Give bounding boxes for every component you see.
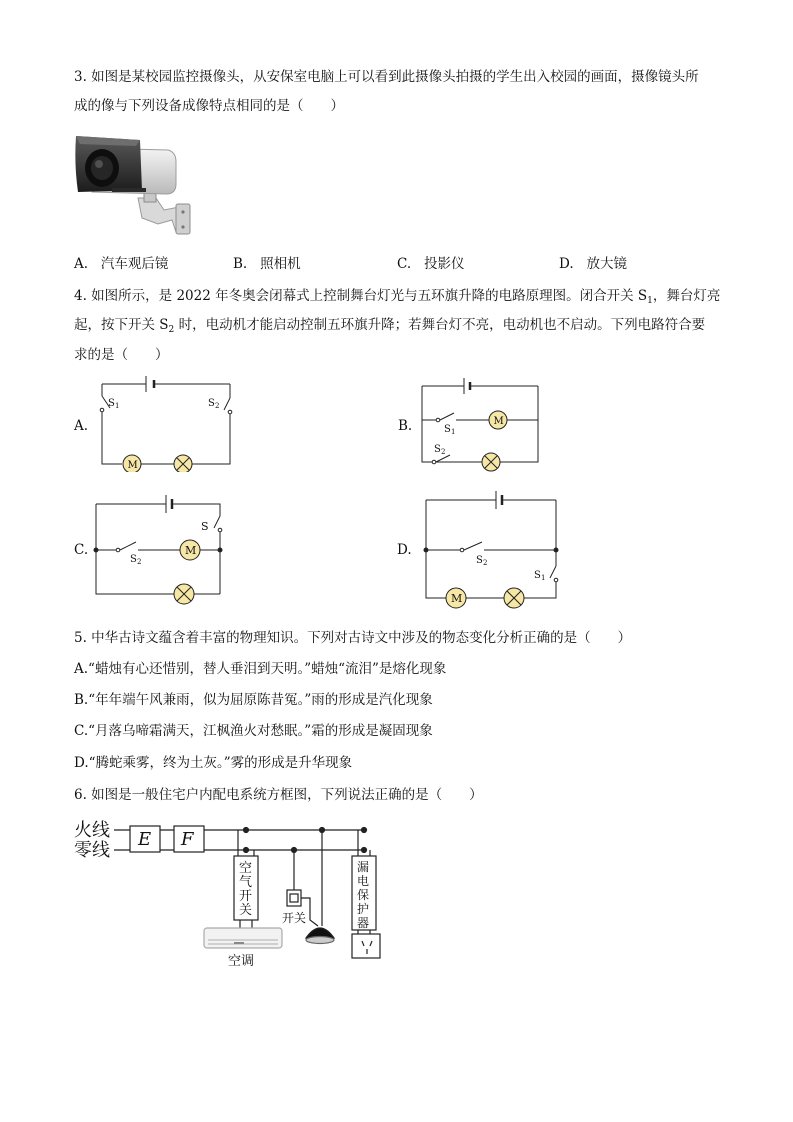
live-wire-label: 火线 bbox=[74, 820, 110, 841]
q4-stem-line2-sub: 2 bbox=[168, 325, 175, 335]
circuit-b-label[interactable]: B. bbox=[398, 418, 413, 434]
security-camera-image bbox=[72, 132, 194, 236]
q6-distribution-diagram bbox=[74, 816, 394, 971]
circuit-d-s1-letter: S bbox=[534, 570, 541, 581]
q3-stem-line1: 3. 如图是某校园监控摄像头，从安保室电脑上可以看到此摄像头拍摄的学生出入校园的画面，摄像镜头所 bbox=[74, 69, 699, 85]
q4-stem-line1-text: 4. 如图所示，是 2022 年冬奥会闭幕式上控制舞台灯光与五环旗升降的电路原理图。闭合开关 S bbox=[74, 288, 648, 304]
q3-option-c[interactable] bbox=[397, 255, 465, 273]
leakage-protector-char-4: 护 bbox=[357, 902, 370, 916]
circuit-b-diagram bbox=[412, 374, 542, 474]
circuit-c-diagram bbox=[90, 488, 230, 610]
q4-stem-line2-post: 时，电动机才能启动控制五环旗升降；若舞台灯不亮，电动机也不启动。下列电路符合要 bbox=[174, 317, 706, 333]
air-conditioner-label: 空调 bbox=[228, 954, 255, 969]
circuit-a-s2-sub: 2 bbox=[215, 402, 220, 410]
q3-option-b[interactable] bbox=[233, 255, 301, 273]
circuit-a-label[interactable]: A. bbox=[74, 418, 89, 434]
circuit-a-s1-sub: 1 bbox=[115, 402, 120, 410]
circuit-b-motor-label: M bbox=[493, 416, 504, 427]
circuit-d-label[interactable]: D. bbox=[397, 542, 412, 558]
q5-option-b[interactable]: B.“年年端午风兼雨，似为屈原陈昔冤。”雨的形成是汽化现象 bbox=[74, 692, 433, 708]
q5-stem: 5. 中华古诗文蕴含着丰富的物理知识。下列对古诗文中涉及的物态变化分析正确的是（ ） bbox=[74, 630, 632, 646]
circuit-a-motor-label: M bbox=[127, 460, 138, 471]
q3-option-d[interactable] bbox=[559, 255, 627, 273]
circuit-b-s2-sub: 2 bbox=[441, 448, 446, 456]
air-switch-char-4: 关 bbox=[239, 903, 253, 918]
circuit-d-diagram bbox=[416, 486, 566, 612]
leakage-protector-char-5: 器 bbox=[357, 916, 370, 930]
circuit-a-diagram bbox=[92, 372, 242, 472]
circuit-b-s1-letter: S bbox=[444, 424, 451, 435]
circuit-d-s2-sub: 2 bbox=[483, 559, 488, 567]
q3-option-a-letter: A. bbox=[74, 256, 89, 272]
q4-stem-line1 bbox=[74, 287, 720, 310]
q5-option-a[interactable]: A.“蜡烛有心还惜别，替人垂泪到天明。”蜡烛“流泪”是熔化现象 bbox=[74, 661, 447, 677]
q3-option-a-text: 汽车观后镜 bbox=[100, 256, 169, 272]
q4-stem-line2-text: 起，按下开关 S bbox=[74, 317, 169, 333]
leakage-protector-char-3: 保 bbox=[357, 888, 370, 902]
air-conditioner-icon bbox=[204, 928, 282, 948]
circuit-c-s2-letter: S bbox=[130, 554, 137, 565]
air-switch-char-1: 空 bbox=[239, 861, 253, 876]
q3-option-b-text: 照相机 bbox=[260, 256, 301, 272]
circuit-b-s2-letter: S bbox=[434, 444, 441, 455]
circuit-c-s2-sub: 2 bbox=[137, 558, 142, 566]
leakage-protector-char-2: 电 bbox=[357, 874, 370, 888]
power-socket-icon bbox=[352, 934, 380, 958]
ceiling-lamp-icon bbox=[306, 928, 334, 944]
air-switch-char-2: 气 bbox=[239, 875, 253, 890]
q5-option-d[interactable]: D.“腾蛇乘雾，终为土灰。”雾的形成是升华现象 bbox=[74, 755, 353, 771]
q3-option-d-letter: D. bbox=[559, 256, 574, 272]
breaker-box-f-label: F bbox=[181, 829, 194, 850]
q4-stem-line3: 求的是（ ） bbox=[74, 347, 169, 363]
circuit-a-s1-letter: S bbox=[108, 398, 115, 409]
q3-option-c-text: 投影仪 bbox=[424, 256, 465, 272]
q4-stem-line2 bbox=[74, 316, 705, 339]
circuit-d-s2-letter: S bbox=[476, 555, 483, 566]
circuit-a-s2-letter: S bbox=[208, 398, 215, 409]
circuit-c-s1-letter: S bbox=[201, 520, 209, 533]
q3-option-c-letter: C. bbox=[397, 256, 412, 272]
circuit-b-s1-sub: 1 bbox=[451, 428, 456, 436]
q6-stem: 6. 如图是一般住宅户内配电系统方框图，下列说法正确的是（ ） bbox=[74, 787, 483, 803]
neutral-wire-label: 零线 bbox=[74, 840, 110, 861]
q4-stem-line1-sub: 1 bbox=[647, 296, 653, 306]
circuit-c-motor-label: M bbox=[185, 544, 197, 557]
leakage-protector-char-1: 漏 bbox=[357, 860, 370, 874]
meter-box-e-label: E bbox=[138, 829, 152, 850]
q3-stem-line2: 成的像与下列设备成像特点相同的是（ ） bbox=[74, 98, 344, 114]
q5-option-c[interactable]: C.“月落乌啼霜满天，江枫渔火对愁眠。”霜的形成是凝固现象 bbox=[74, 723, 433, 739]
q3-option-b-letter: B. bbox=[233, 256, 248, 272]
q4-stem-line1-post: ，舞台灯亮 bbox=[652, 288, 721, 304]
circuit-c-label[interactable]: C. bbox=[74, 542, 89, 558]
q3-option-a[interactable] bbox=[74, 255, 168, 273]
q3-option-d-text: 放大镜 bbox=[586, 256, 628, 272]
circuit-d-motor-label: M bbox=[451, 592, 463, 605]
air-switch-char-3: 开 bbox=[239, 889, 253, 904]
circuit-d-s1-sub: 1 bbox=[541, 574, 546, 582]
wall-switch-label: 开关 bbox=[282, 911, 307, 925]
